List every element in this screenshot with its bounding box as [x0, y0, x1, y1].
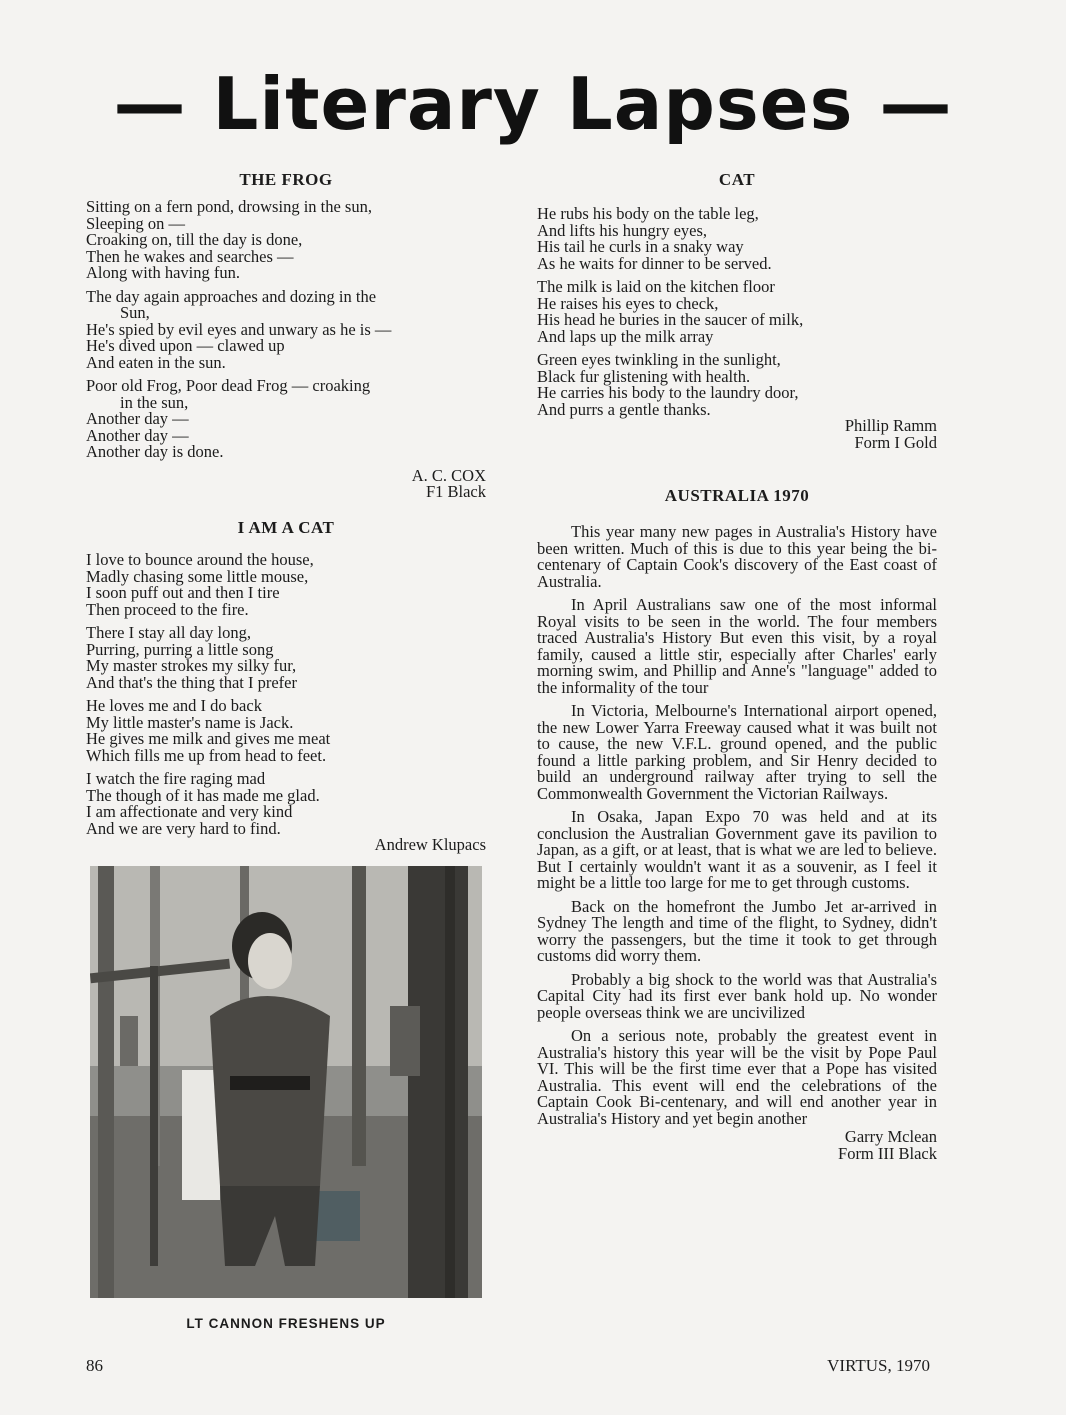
- article-title: AUSTRALIA 1970: [664, 486, 810, 505]
- poem-line: He raises his eyes to check,: [537, 293, 719, 313]
- stanza: [86, 625, 486, 691]
- stanza: [86, 552, 486, 618]
- photo-soldier-freshening-up: [90, 866, 482, 1298]
- poem-line: Along with having fun.: [86, 263, 240, 282]
- article-paragraph: In Osaka, Japan Expo 70 was held and at its conclusion the Australian Government gave its pavilion to Japan, as a gift, or at least, that is what we are led to believe. But I certainly wouldn't want it as a souvenir, as I feel it might be a little too large for me to get through customs.: [537, 807, 937, 892]
- poem-line: Then he wakes and searches —: [86, 246, 294, 266]
- poem-line: I soon puff out and then I tire: [86, 583, 280, 602]
- article-paragraph: On a serious note, probably the greatest event in Australia's history this year will be the visit by Pope Paul VI. This will be the first time ever that a Pope has visited Australia. This event will end the celebrations of the Captain Cook Bi-centenary, and will end another year in Australia's History and yet begin another: [537, 1026, 937, 1128]
- poem-title: THE FROG: [239, 170, 333, 189]
- author-form: F1 Black: [425, 482, 486, 501]
- poem-line: His tail he curls in a snaky way: [537, 237, 744, 256]
- poem-line: Green eyes twinkling in the sunlight,: [537, 350, 781, 369]
- poem-line: Purring, purring a little song: [86, 639, 274, 659]
- stanza: [86, 771, 486, 837]
- poem-line: As he waits for dinner to be served.: [537, 253, 772, 273]
- stanza: [537, 206, 937, 272]
- poem-line: And purrs a gentle thanks.: [537, 399, 711, 419]
- poem-line: Sleeping on —: [86, 213, 185, 233]
- page-number: 86: [86, 1356, 103, 1375]
- poem-line: He loves me and I do back: [86, 696, 262, 715]
- poem-line: And laps up the milk array: [537, 326, 714, 346]
- article-paragraph: Back on the homefront the Jumbo Jet ar-arrived in Sydney The length and time of the flight, to Sydney, didn't worry the passengers, but the time it took to get through customs did worry them.: [537, 896, 937, 965]
- article-paragraph: In April Australians saw one of the most informal Royal visits to be seen in the world. The four members traced Australia's History But even this visit, by a royal family, caused a little stir, especially after Charles' early morning swim, and Phillip and Anne's "language" added to the informality of the tour: [537, 595, 937, 697]
- poem-line: My master strokes my silky fur,: [86, 656, 297, 675]
- poem-line: He rubs his body on the table leg,: [537, 204, 759, 223]
- article-paragraph: Probably a big shock to the world was that Australia's Capital City had its first ever bank hold up. No wonder people overseas think we are uncivilized: [537, 969, 937, 1022]
- poem-line: His head he buries in the saucer of milk,: [537, 310, 804, 329]
- poem-line: Sun,: [120, 303, 150, 322]
- poem-line: And we are very hard to find.: [86, 818, 281, 838]
- poem-line: He's spied by evil eyes and unwary as he is —: [86, 319, 392, 339]
- poem-line: Croaking on, till the day is done,: [86, 230, 303, 249]
- stanza: [86, 199, 486, 282]
- poem-line: The milk is laid on the kitchen floor: [537, 277, 775, 296]
- stanza: [537, 279, 937, 345]
- author-name: A. C. COX: [411, 465, 486, 485]
- stanza: [86, 378, 486, 461]
- poem-line: I love to bounce around the house,: [86, 550, 314, 569]
- poem-line: And eaten in the sun.: [86, 352, 226, 372]
- article-paragraph: This year many new pages in Australia's History have been written. Much of this is due to this year being the bi-centenary of Captain Cook's discovery of the East coast of Australia.: [537, 522, 937, 591]
- poem-line: And lifts his hungry eyes,: [537, 220, 708, 240]
- poem-line: Madly chasing some little mouse,: [86, 566, 309, 586]
- poem-line: I watch the fire raging mad: [86, 769, 266, 788]
- poem-line: The day again approaches and dozing in the: [86, 286, 377, 306]
- photo-caption: LT CANNON FRESHENS UP: [186, 1316, 386, 1331]
- poem-the-frog: [86, 170, 486, 501]
- publication-name: VIRTUS, 1970: [827, 1356, 930, 1375]
- poem-line: Another day —: [86, 409, 189, 428]
- poem-line: I am affectionate and very kind: [86, 802, 293, 821]
- page-title: — Literary Lapses —: [113, 62, 953, 146]
- poem-i-am-a-cat: [86, 518, 486, 854]
- author-name: Garry Mclean: [844, 1127, 937, 1146]
- poem-line: Another day —: [86, 425, 189, 445]
- poem-line: Sitting on a fern pond, drowsing in the sun,: [86, 197, 372, 216]
- poem-line: Then proceed to the fire.: [86, 599, 249, 619]
- poem-line: Black fur glistening with health.: [537, 366, 751, 386]
- poem-line: He carries his body to the laundry door,: [537, 383, 799, 402]
- poem-line: The though of it has made me glad.: [86, 785, 320, 805]
- poem-line: He gives me milk and gives me meat: [86, 729, 331, 748]
- article-paragraph: In Victoria, Melbourne's International airport opened, the new Lower Yarra Freeway caused what it was built not to cause, the new V.F.L. ground opened, and the public found a little parking problem, and Sir Henry decided to build an underground railway after trying to sell the Commonwealth Government the Victorian Railways.: [537, 701, 937, 803]
- poem-title: CAT: [718, 170, 756, 189]
- stanza: [537, 352, 937, 418]
- poem-cat: [537, 170, 937, 451]
- author-form: Form I Gold: [854, 432, 937, 452]
- poem-line: There I stay all day long,: [86, 623, 251, 642]
- article-australia-1970: [537, 486, 937, 1162]
- stanza: [86, 698, 486, 764]
- poem-line: And that's the thing that I prefer: [86, 672, 297, 692]
- poem-title: I AM A CAT: [237, 518, 335, 537]
- stanza: [86, 286, 486, 372]
- author-name: Phillip Ramm: [844, 416, 937, 435]
- poem-line: Another day is done.: [86, 442, 224, 461]
- poem-line: He's dived upon — clawed up: [86, 336, 285, 355]
- photo-image: [90, 866, 482, 1298]
- author-name: Andrew Klupacs: [374, 835, 486, 854]
- poem-line: Poor old Frog, Poor dead Frog — croaking: [86, 376, 371, 395]
- poem-line: Which fills me up from head to feet.: [86, 745, 327, 765]
- poem-line: My little master's name is Jack.: [86, 712, 294, 732]
- author-form: Form III Black: [838, 1143, 937, 1163]
- poem-line: in the sun,: [120, 392, 189, 412]
